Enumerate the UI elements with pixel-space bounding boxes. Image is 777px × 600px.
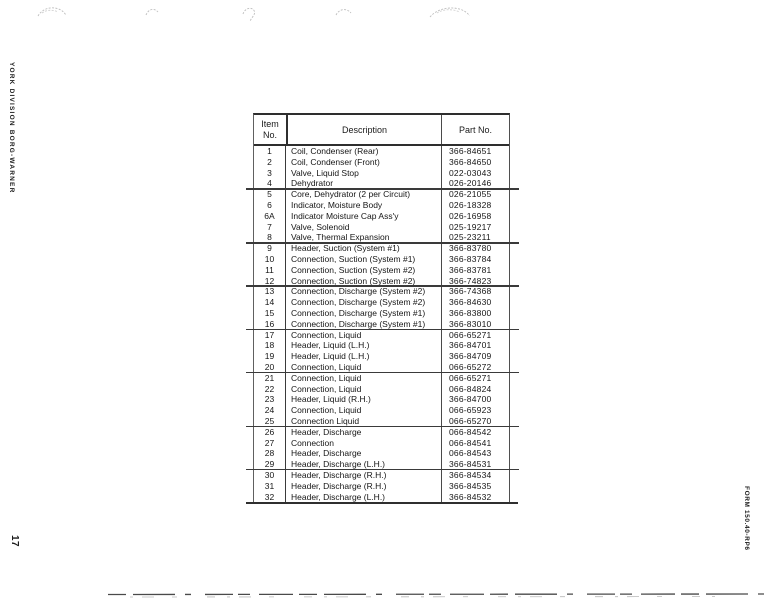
item-no-cell: 28 [254, 448, 286, 459]
part-no-cell: 366-84531 [449, 459, 492, 470]
table-group [254, 330, 509, 373]
form-number-text: FORM 150.40-RP6 [743, 486, 750, 551]
table-row [254, 427, 509, 438]
item-no-cell: 1 [254, 146, 286, 157]
table-row [254, 297, 509, 308]
table-group [254, 189, 509, 243]
description-cell: Connection, Liquid [286, 384, 442, 395]
description-cell: Connection, Discharge (System #2) [286, 297, 442, 308]
description-cell: Connection [286, 438, 442, 449]
item-no-cell: 15 [254, 308, 286, 319]
table-row [254, 394, 509, 405]
scan-line-bottom [0, 588, 777, 600]
part-no-cell: 026-18328 [449, 199, 492, 210]
item-no-cell: 11 [254, 265, 286, 276]
table-row [254, 330, 509, 341]
part-no-cell: 366-84532 [449, 491, 492, 502]
part-no-cell: 066-65272 [449, 361, 492, 372]
table-group [254, 243, 509, 286]
column-header-item-no: Item No. [261, 119, 279, 140]
table-row [254, 405, 509, 416]
part-no-cell: 026-20146 [449, 178, 492, 189]
description-cell: Connection, Discharge (System #1) [286, 319, 442, 330]
part-no-cell: 026-21055 [449, 189, 492, 200]
description-cell: Header, Suction (System #1) [286, 243, 442, 254]
description-cell: Header, Discharge [286, 427, 442, 438]
group-separator-line [246, 242, 519, 244]
item-no-cell: 4 [254, 178, 286, 189]
group-separator-line [246, 188, 519, 190]
description-cell: Header, Liquid (L.H.) [286, 340, 442, 351]
description-cell: Valve, Thermal Expansion [286, 232, 442, 243]
table-row [254, 265, 509, 276]
item-no-cell: 29 [254, 459, 286, 470]
item-no-cell: 16 [254, 319, 286, 330]
table-row [254, 470, 509, 481]
description-cell: Connection, Suction (System #2) [286, 276, 442, 287]
description-cell: Connection, Discharge (System #2) [286, 286, 442, 297]
part-no-cell: 066-84542 [449, 426, 492, 437]
description-cell: Coil, Condenser (Front) [286, 157, 442, 168]
table-row [254, 286, 509, 297]
part-no-cell: 022-03043 [449, 167, 492, 178]
part-no-cell: 366-84630 [449, 297, 492, 308]
description-cell: Indicator, Moisture Body [286, 200, 442, 211]
table-group [254, 427, 509, 470]
table-row [254, 254, 509, 265]
part-no-cell: 066-84824 [449, 383, 492, 394]
table-row [254, 157, 509, 168]
item-no-cell: 26 [254, 427, 286, 438]
item-no-cell: 6 [254, 200, 286, 211]
item-no-cell: 30 [254, 470, 286, 481]
table-header-row [254, 115, 509, 146]
table-row [254, 146, 509, 157]
item-no-cell: 7 [254, 222, 286, 233]
part-no-cell: 366-84700 [449, 394, 492, 405]
part-no-cell: 366-74823 [449, 275, 492, 286]
table-row [254, 481, 509, 492]
item-no-cell: 23 [254, 394, 286, 405]
item-no-cell: 25 [254, 416, 286, 427]
part-no-cell: 025-23211 [449, 232, 491, 243]
item-no-cell: 14 [254, 297, 286, 308]
description-cell: Valve, Solenoid [286, 222, 442, 233]
part-no-cell: 066-84543 [449, 448, 492, 459]
column-header-part-no: Part No. [458, 124, 492, 135]
part-no-cell: 366-83800 [449, 307, 492, 318]
part-no-cell: 366-84701 [449, 340, 492, 351]
description-cell: Connection, Liquid [286, 330, 442, 341]
group-separator-line [246, 285, 519, 287]
part-no-cell: 066-65271 [449, 372, 492, 383]
table-row [254, 384, 509, 395]
description-cell: Connection, Liquid [286, 373, 442, 384]
item-no-cell: 17 [254, 330, 286, 341]
part-no-cell: 025-19217 [449, 221, 492, 232]
part-no-cell: 366-84709 [449, 351, 492, 362]
table-row [254, 200, 509, 211]
item-no-cell: 9 [254, 243, 286, 254]
item-no-cell: 3 [254, 168, 286, 179]
group-separator-line [246, 426, 519, 428]
item-no-cell: 19 [254, 351, 286, 362]
item-no-cell: 13 [254, 286, 286, 297]
table-row [254, 211, 509, 222]
part-no-cell: 066-65923 [449, 405, 492, 416]
table-row [254, 189, 509, 200]
part-no-cell: 366-83780 [449, 243, 492, 254]
description-cell: Header, Discharge [286, 448, 442, 459]
group-separator-line [246, 469, 519, 471]
description-cell: Header, Discharge (L.H.) [286, 459, 442, 470]
item-no-cell: 18 [254, 340, 286, 351]
table-row [254, 340, 509, 351]
group-separator-line [246, 372, 519, 374]
description-cell: Core, Dehydrator (2 per Circuit) [286, 189, 442, 200]
description-cell: Connection, Liquid [286, 405, 442, 416]
description-cell: Coil, Condenser (Rear) [286, 146, 442, 157]
table-group [254, 373, 509, 427]
page-number: 17 [9, 535, 20, 548]
table-row [254, 448, 509, 459]
scan-smudges-top [0, 0, 777, 34]
part-no-cell: 066-65271 [449, 329, 492, 340]
table-group [254, 146, 509, 189]
part-no-cell: 366-84535 [449, 480, 492, 491]
table-row [254, 168, 509, 179]
table-group [254, 470, 509, 502]
part-no-cell: 066-65270 [449, 415, 492, 426]
item-no-cell: 5 [254, 189, 286, 200]
item-no-cell: 6A [254, 211, 286, 222]
item-no-cell: 24 [254, 405, 286, 416]
table-row [254, 492, 509, 503]
item-no-cell: 8 [254, 232, 286, 243]
item-no-cell: 27 [254, 438, 286, 449]
group-separator-line [246, 329, 519, 331]
part-no-cell: 066-84541 [449, 437, 492, 448]
description-cell: Header, Liquid (L.H.) [286, 351, 442, 362]
description-cell: Header, Discharge (L.H.) [286, 492, 442, 503]
description-cell: Connection, Suction (System #1) [286, 254, 442, 265]
table-row [254, 438, 509, 449]
table-row [254, 243, 509, 254]
left-margin-text: YORK DIVISION BORG-WARNER [8, 62, 15, 194]
part-no-cell: 366-83781 [449, 264, 492, 275]
table-row [254, 308, 509, 319]
description-cell: Dehydrator [286, 178, 442, 189]
parts-table [253, 113, 510, 502]
table-body [254, 146, 509, 502]
part-no-cell: 366-83784 [449, 253, 492, 264]
description-cell: Header, Discharge (R.H.) [286, 481, 442, 492]
item-no-cell: 32 [254, 492, 286, 503]
table-group [254, 286, 509, 329]
part-no-cell: 366-83010 [449, 318, 492, 329]
table-row [254, 351, 509, 362]
description-cell: Connection, Liquid [286, 362, 442, 373]
table-row [254, 222, 509, 233]
item-no-cell: 21 [254, 373, 286, 384]
description-cell: Indicator Moisture Cap Ass'y [286, 211, 442, 222]
part-no-cell: 366-84650 [449, 156, 492, 167]
description-cell: Header, Discharge (R.H.) [286, 470, 442, 481]
item-no-cell: 22 [254, 384, 286, 395]
part-no-cell: 366-74368 [449, 286, 492, 297]
item-no-cell: 10 [254, 254, 286, 265]
part-no-cell: 366-84651 [449, 146, 492, 156]
description-cell: Connection Liquid [286, 416, 442, 427]
item-no-cell: 20 [254, 362, 286, 373]
table-row [254, 373, 509, 384]
description-cell: Valve, Liquid Stop [286, 168, 442, 179]
description-cell: Connection, Discharge (System #1) [286, 308, 442, 319]
description-cell: Header, Liquid (R.H.) [286, 394, 442, 405]
item-no-cell: 2 [254, 157, 286, 168]
column-header-description: Description [286, 115, 442, 144]
item-no-cell: 12 [254, 276, 286, 287]
part-no-cell: 366-84534 [449, 469, 492, 480]
part-no-cell: 026-16958 [449, 210, 492, 221]
description-cell: Connection, Suction (System #2) [286, 265, 442, 276]
item-no-cell: 31 [254, 481, 286, 492]
